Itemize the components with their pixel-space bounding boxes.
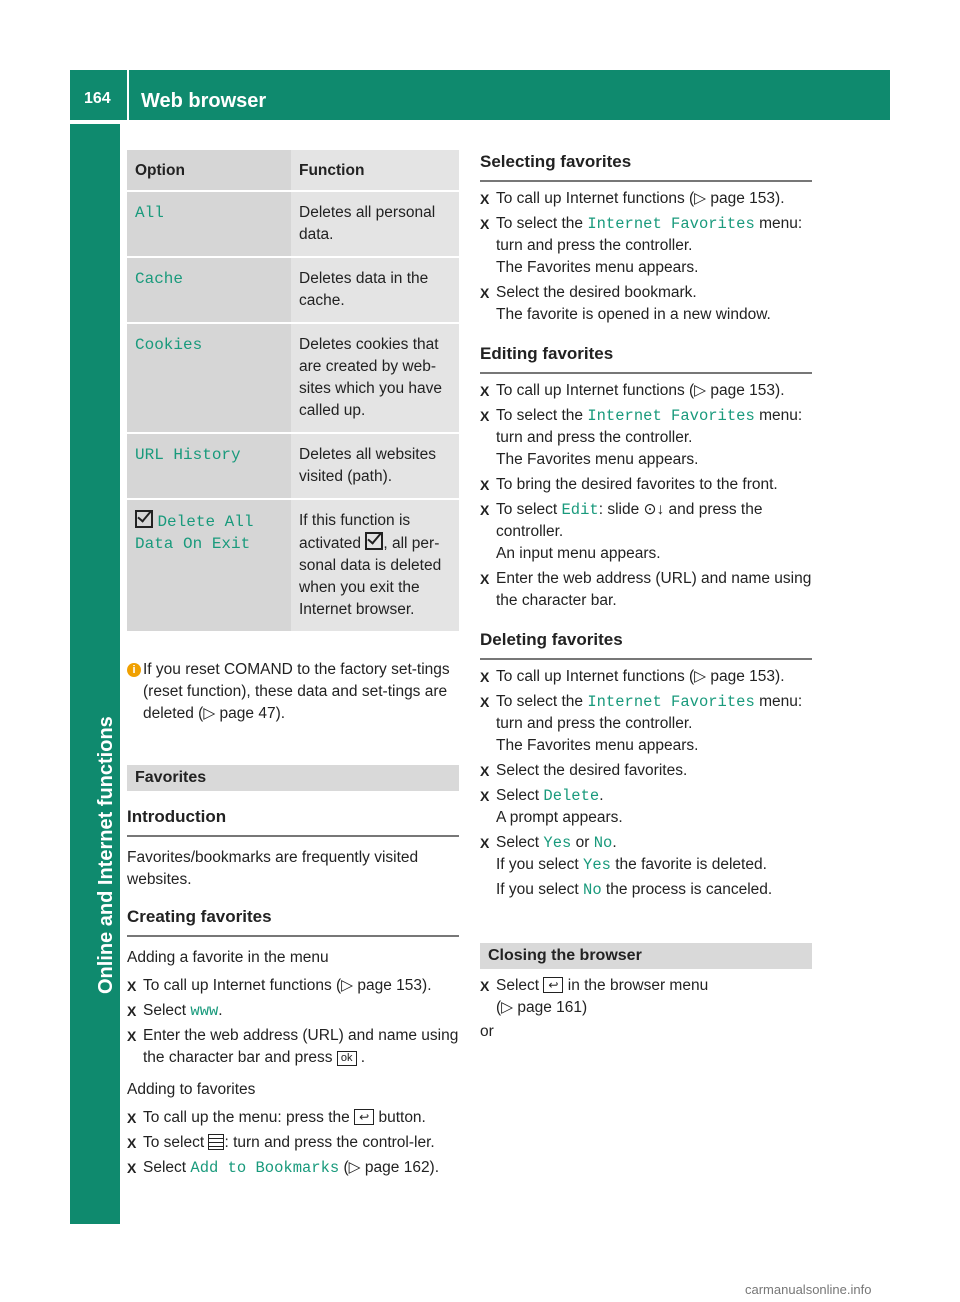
deleting-steps (480, 666, 812, 901)
table-row (127, 434, 459, 500)
checkbox-icon (135, 510, 153, 528)
function-cell: Deletes all websites visited (path). (291, 434, 459, 500)
checkbox-icon (365, 532, 383, 550)
heading-introduction: Introduction (127, 807, 459, 837)
table-row (127, 192, 459, 258)
page-number: 164 (84, 90, 111, 107)
list-item: X To bring the desired favorites to the front. (480, 476, 778, 493)
list-item: X To select the Internet Favorites menu: turn and press the controller. The Favorites menu appears. (480, 215, 803, 276)
closing-band: Closing the browser (480, 943, 812, 969)
option-cookies: Cookies (135, 336, 203, 354)
list-item: X Select Add to Bookmarks (▷ page 162). (127, 1159, 440, 1177)
selecting-steps (480, 188, 812, 326)
option-cache: Cache (135, 270, 184, 288)
heading-creating: Creating favorites (127, 907, 459, 937)
no-option: No (593, 834, 613, 852)
list-item: X Enter the web address (URL) and name using the character bar and press ok . (127, 1027, 459, 1066)
table-header-row (127, 150, 459, 192)
col-header-function: Function (291, 150, 459, 192)
function-cell: If this function is activated , all per-sonal data is deleted when you exit the Internet browser. (291, 500, 459, 633)
list-item: X To call up Internet functions (▷ page 153). (480, 382, 785, 399)
back-button-icon: ↩ (354, 1109, 374, 1125)
list-item: X Select the desired bookmark. The favorite is opened in a new window. (480, 284, 771, 323)
add-to-bookmarks-option: Add to Bookmarks (190, 1159, 340, 1177)
function-cell: Deletes cookies that are created by web-sites which you have called up. (291, 324, 459, 434)
or-text: or (480, 1023, 494, 1040)
list-item: X To call up the menu: press the ↩ button. (127, 1109, 426, 1126)
favorites-band: Favorites (127, 765, 459, 791)
yes-option: Yes (543, 834, 572, 852)
info-icon: i (127, 663, 141, 677)
internet-favorites-option: Internet Favorites (587, 407, 755, 425)
heading-editing: Editing favorites (480, 344, 812, 374)
page-title: Web browser (141, 90, 267, 112)
internet-favorites-option: Internet Favorites (587, 693, 755, 711)
ok-key-icon: ok (337, 1051, 357, 1066)
table-row (127, 500, 459, 633)
header-divider (127, 70, 129, 120)
creating-steps (127, 975, 459, 1069)
edit-option: Edit (561, 501, 599, 519)
adding-menu-text: Adding a favorite in the menu (127, 949, 329, 966)
back-button-icon: ↩ (543, 977, 563, 993)
adding-to-text: Adding to favorites (127, 1081, 256, 1098)
delete-option: Delete (543, 787, 600, 805)
section-sidebar (70, 124, 120, 1224)
list-item: X To call up Internet functions (▷ page 153). (480, 190, 785, 207)
options-table (127, 150, 459, 633)
menu-icon (208, 1134, 224, 1150)
right-column (480, 140, 812, 1043)
adding-steps (127, 1107, 459, 1179)
heading-selecting: Selecting favorites (480, 152, 812, 182)
internet-favorites-option: Internet Favorites (587, 215, 755, 233)
info-note (127, 659, 459, 725)
note-text: If you reset COMAND to the factory set-tings (reset function), these data and set-tings are deleted (▷ page 47). (143, 661, 450, 722)
function-cell: Deletes data in the cache. (291, 258, 459, 324)
list-item: X To call up Internet functions (▷ page 153). (480, 668, 785, 685)
left-column (127, 150, 459, 1179)
list-item: X To select Edit: slide ⊙↓ and press the controller. An input menu appears. (480, 501, 763, 562)
option-url-history: URL History (135, 446, 241, 464)
www-option: www (190, 1002, 219, 1020)
closing-steps (480, 975, 812, 1019)
heading-deleting: Deleting favorites (480, 630, 812, 660)
list-item: X To call up Internet functions (▷ page 153). (127, 977, 432, 994)
table-row (127, 258, 459, 324)
editing-steps (480, 380, 812, 612)
list-item: X Select Yes or No. If you select Yes the favorite is deleted. If you select No the process is canceled. (480, 834, 773, 899)
list-item: X To select the Internet Favorites menu: turn and press the controller. The Favorites menu appears. (480, 407, 803, 468)
list-item: X Enter the web address (URL) and name using the character bar. (480, 570, 812, 609)
col-header-option: Option (127, 150, 291, 192)
list-item: X Select www. (127, 1002, 223, 1020)
list-item: X Select Delete. A prompt appears. (480, 787, 623, 826)
option-delete-all-on-exit: Delete All Data On Exit (135, 513, 254, 553)
sidebar-label: Online and Internet functions (95, 716, 117, 994)
watermark: carmanualsonline.info (745, 1282, 872, 1297)
function-cell: Deletes all personal data. (291, 192, 459, 258)
list-item: X To select the Internet Favorites menu: turn and press the controller. The Favorites menu appears. (480, 693, 803, 754)
list-item: X Select the desired favorites. (480, 762, 688, 779)
list-item: X To select : turn and press the control-ler. (127, 1134, 435, 1151)
table-row (127, 324, 459, 434)
option-all: All (135, 204, 164, 222)
intro-text: Favorites/bookmarks are frequently visited websites. (127, 849, 419, 888)
page-header (70, 70, 890, 120)
list-item: X Select ↩ in the browser menu (▷ page 161) (480, 977, 709, 1016)
